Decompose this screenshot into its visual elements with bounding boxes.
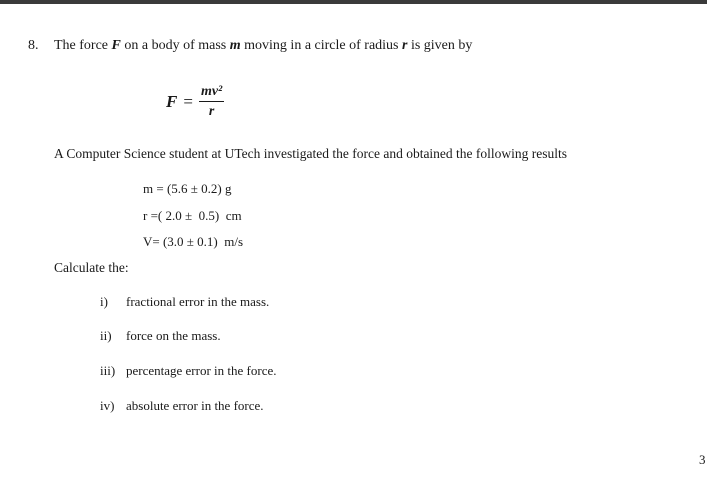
- formula-fraction: [199, 84, 224, 120]
- top-border: [0, 0, 707, 4]
- formula-numerator: mv²: [199, 84, 224, 102]
- force-formula: [166, 82, 224, 122]
- formula-lhs: F: [166, 92, 178, 111]
- result-radius: r =( 2.0 ± 0.5) cm: [143, 208, 242, 223]
- part-text: fractional error in the mass.: [126, 294, 270, 309]
- intro-text: A Computer Science student at UTech investigated the force and obtained the following results: [54, 146, 568, 161]
- question-statement: The force F on a body of mass m moving in a circle of radius r is given by: [54, 38, 473, 53]
- formula-denominator: r: [208, 104, 215, 119]
- part-text: force on the mass.: [126, 328, 221, 343]
- formula-equals: =: [183, 92, 193, 111]
- part-text: absolute error in the force.: [126, 398, 264, 413]
- mass-symbol: m: [229, 38, 241, 53]
- part-label: iv): [100, 398, 115, 413]
- part-label: i): [100, 294, 108, 309]
- part-label: ii): [100, 328, 112, 343]
- result-velocity: V= (3.0 ± 0.1) m/s: [143, 234, 244, 249]
- question-number: 8.: [28, 38, 39, 53]
- calculate-heading: Calculate the:: [54, 260, 129, 275]
- radius-symbol: r: [402, 38, 408, 53]
- force-symbol: F: [111, 38, 121, 53]
- part-text: percentage error in the force.: [126, 363, 277, 378]
- result-mass: m = (5.6 ± 0.2) g: [143, 181, 232, 196]
- part-label: iii): [100, 363, 116, 378]
- page-number: 3: [699, 452, 706, 467]
